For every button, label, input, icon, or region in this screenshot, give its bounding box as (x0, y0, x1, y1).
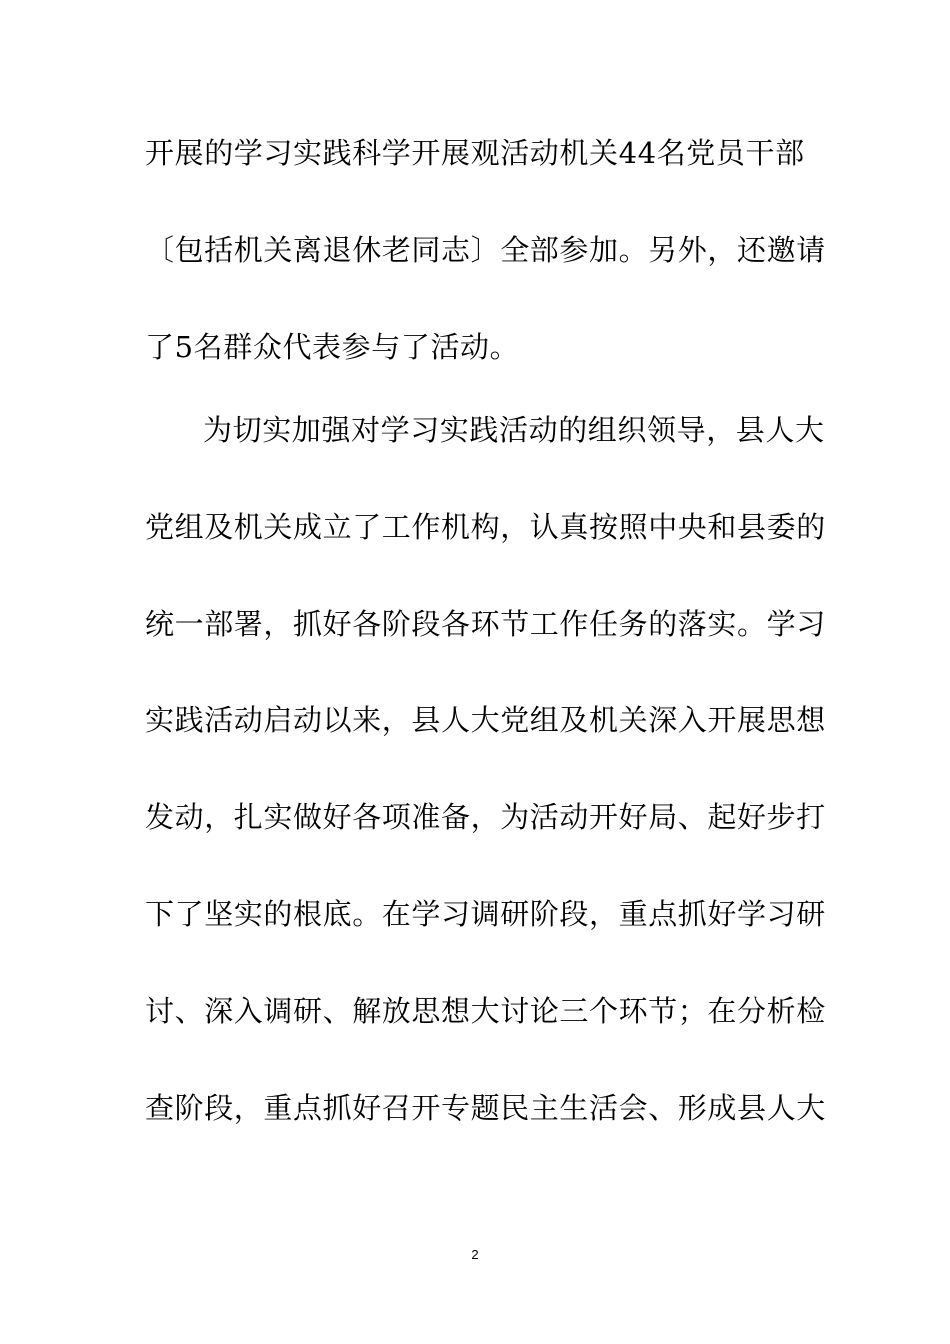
text-line: 下了坚实的根底。在学习调研阶段，重点抓好学习研 (145, 897, 826, 931)
text-line: 开展的学习实践科学开展观活动机关44名党员干部 (145, 136, 805, 170)
text-line: 党组及机关成立了工作机构，认真按照中央和县委的 (145, 510, 826, 544)
text-line: 讨、深入调研、解放思想大讨论三个环节；在分析检 (145, 994, 826, 1028)
text-line: 查阶段，重点抓好召开专题民主生活会、形成县人大 (145, 1091, 826, 1125)
page-number: 2 (471, 1247, 479, 1262)
text-line: 统一部署，抓好各阶段各环节工作任务的落实。学习 (145, 607, 826, 641)
text-line: 〔包括机关离退休老同志〕全部参加。另外，还邀请 (145, 233, 826, 267)
text-line: 实践活动启动以来，县人大党组及机关深入开展思想 (145, 703, 826, 737)
text-line: 发动，扎实做好各项准备，为活动开好局、起好步打 (145, 800, 826, 834)
text-line: 了5名群众代表参与了活动。 (145, 330, 520, 364)
paragraph-first-line: 为切实加强对学习实践活动的组织领导，县人大 (203, 413, 825, 447)
